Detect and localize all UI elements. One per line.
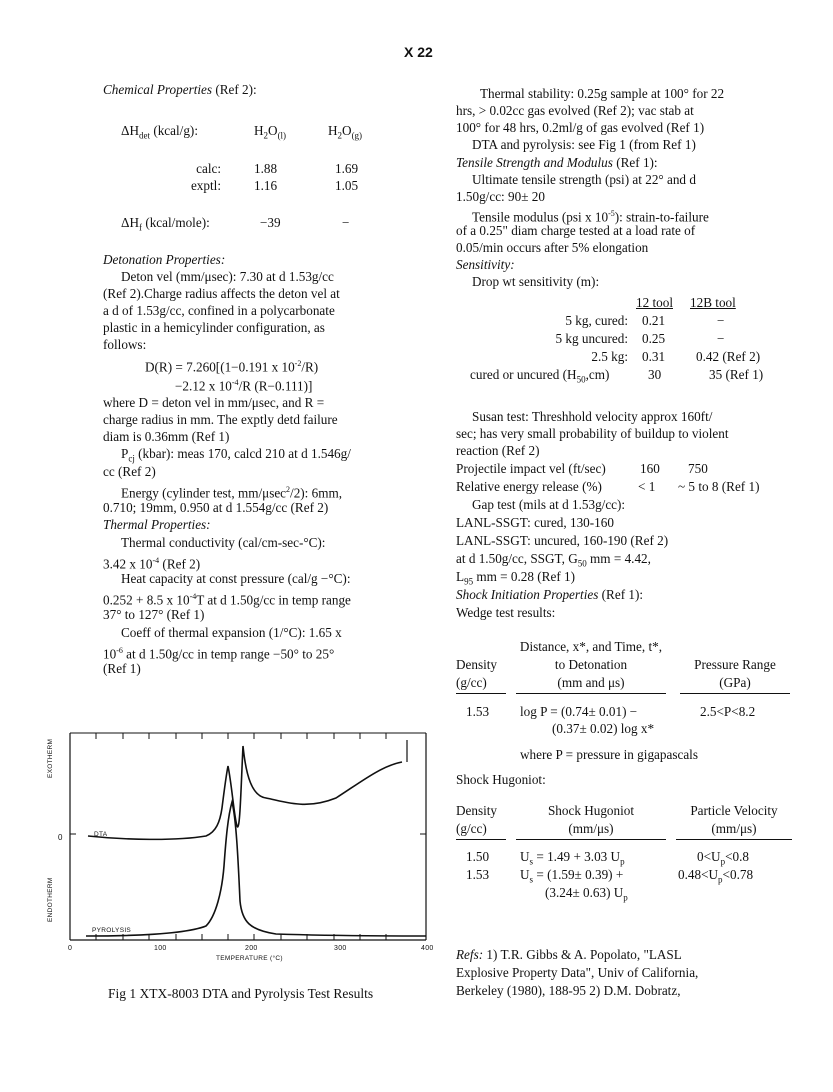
thermal-heading: Thermal Properties: [103,517,211,532]
calc-value-gas: 1.69 [335,161,359,176]
energy-line-2: 0.710; 19mm, 0.950 at d 1.554g/cc (Ref 2) [103,500,329,515]
gap-line: LANL-SSGT: uncured, 160-190 (Ref 2) [456,533,669,548]
pyrolysis-curve [86,802,426,936]
thermal-expansion-value: $10^{-6}$ at d 1.50g/cc in temp range −50° to 25° [103,646,335,662]
tensile-line: 1.50g/cc: 90± 20 [456,189,545,204]
hugoniot-equation: $U_s = (1.59\pm 0.39)$ + [520,867,624,885]
figure-caption: Fig 1 XTX-8003 DTA and Pyrolysis Test Results [108,986,374,1001]
col-h2o-gas: $H_2O_{(g)}$ [328,123,363,141]
sensitivity-heading: Sensitivity: [456,257,515,272]
dta-pyrolysis-figure [47,726,456,962]
heat-capacity-value: 0.252 + 8.5 x $10^{-4}T$ at d 1.50g/cc in temp range [103,592,351,608]
x-tick-label: 300 [334,945,347,952]
detonation-line: Deton vel (mm/μsec): 7.30 at d 1.53g/cc [121,269,334,284]
drop-weight-label: Drop wt sensitivity (m): [472,274,600,289]
wedge-note: where P = pressure in gigapascals [520,747,698,762]
thermal-expansion-ref: (Ref 1) [103,661,141,676]
sensitivity-row-v1: 0.31 [642,349,666,364]
detonation-heading: Detonation Properties: [103,252,226,267]
projectile-label: Projectile impact vel (ft/sec) [456,461,606,476]
chemical-heading: Chemical Properties (Ref 2): [103,82,257,97]
susan-line: sec; has very small probability of buildup to violent [456,426,729,441]
detonation-line: plastic in a hemicylinder configuration, as [103,320,325,335]
sensitivity-row-label: 5 kg, cured: [565,313,628,328]
sensitivity-row-v2: 0.42 (Ref 2) [696,349,761,364]
wedge-header-pressure-unit: (GPa) [719,675,751,690]
tensile-modulus-line: Tensile modulus (psi x $10^{-5}$): strain-to-failure [472,209,709,225]
refs-line-2: Explosive Property Data", Univ of California, [456,965,699,980]
wedge-header-density-unit: (g/cc) [456,675,487,690]
thermal-conductivity: Thermal conductivity (cal/cm-sec-°C): [121,535,326,550]
tensile-line: Ultimate tensile strength (psi) at 22° and d [472,172,696,187]
col-12-tool: 12 tool [636,295,673,310]
pcj-line-2: cc (Ref 2) [103,464,156,479]
hugoniot-rule [676,839,792,840]
y-label-endotherm: ENDOTHERM [47,877,54,922]
exptl-value-liquid: 1.16 [254,178,278,193]
gap-line: LANL-SSGT: cured, 130-160 [456,515,614,530]
stability-line: hrs, > 0.02cc gas evolved (Ref 2); vac stab at [456,103,694,118]
top-ticks [96,733,386,739]
heat-capacity: Heat capacity at const pressure (cal/g −°C): [121,571,351,586]
sensitivity-row-v1: 30 [648,367,662,382]
exptl-label: exptl: [190,178,221,193]
hugoniot-header-hugoniot: Shock Hugoniot [547,803,635,818]
hugoniot-header-density: Density [456,803,498,818]
pcj-line: $P_{cj}$ (kbar): meas 170, calcd 210 at d 1.546g/ [121,446,351,464]
energy-release-value-1: < 1 [638,479,656,494]
hugoniot-rule [516,839,666,840]
energy-release-value-2: ~ 5 to 8 (Ref 1) [678,479,760,494]
wedge-rule [456,693,506,694]
wedge-formula: log P = (0.74± 0.01) − [520,704,638,719]
dta-curve [88,746,402,839]
gap-line-g50: at d 1.50g/cc, SSGT, $G_{50}$ mm = 4.42, [456,551,651,569]
wedge-rule [516,693,666,694]
x-axis-label: TEMPERATURE (°C) [216,955,283,962]
stability-line: DTA and pyrolysis: see Fig 1 (from Ref 1) [472,137,696,152]
col-12b-tool: 12B tool [690,295,736,310]
detonation-line: where D = deton vel in mm/μsec, and R = [103,395,325,410]
x-tick-label: 100 [154,945,167,952]
sensitivity-row-v1: 0.21 [642,313,666,328]
thermal-conductivity-value: 3.42 x $10^{-4}$ (Ref 2) [103,556,201,572]
hugoniot-range: $0.48<U_p<0.78$ [678,867,754,885]
susan-line: Susan test: Threshhold velocity approx 160ft/ [472,409,713,424]
calc-label: calc: [196,161,221,176]
wedge-header-distance: Distance, x*, and Time, t*, [519,639,663,654]
wedge-label: Wedge test results: [456,605,556,620]
col-h2o-liquid: $H_2O_{(l)}$ [254,123,287,141]
hugoniot-header-particle-unit: (mm/μs) [711,821,757,836]
shock-initiation-heading: Shock Initiation Properties (Ref 1): [456,587,644,602]
sensitivity-row-label: cured or uncured $(H_{50},cm)$ [470,367,610,385]
sensitivity-row-label: 5 kg uncured: [555,331,628,346]
sensitivity-row-v2: − [717,313,725,328]
energy-line-1: Energy (cylinder test, mm/μsec$^2$/2): 6mm, [121,485,343,501]
sensitivity-row-label: 2.5 kg: [591,349,628,364]
stability-line: Thermal stability: 0.25g sample at 100° for 22 [480,86,725,101]
calc-value-liquid: 1.88 [254,161,278,176]
projectile-value-1: 160 [640,461,660,476]
susan-line: reaction (Ref 2) [456,443,540,458]
refs-line-1: Refs: 1) T.R. Gibbs & A. Popolato, "LASL [456,947,682,962]
tensile-heading: Tensile Strength and Modulus (Ref 1): [456,155,658,170]
x-tick-label: 200 [245,945,258,952]
hugoniot-equation: (3.24± 0.63) $U_p$ [545,885,628,903]
hugoniot-header-hugoniot-unit: (mm/μs) [568,821,614,836]
gap-line: Gap test (mils at d 1.53g/cc): [472,497,626,512]
dhf-value-gas: − [342,215,350,230]
hugoniot-equation: $U_s = 1.49 + 3.03$ $U_p$ [520,849,625,867]
thermal-expansion: Coeff of thermal expansion (1/°C): 1.65 x [121,625,342,640]
wedge-header-density: Density [456,657,498,672]
page-header: X 22 [404,44,433,60]
dhf-label: $\Delta H_f$ (kcal/mole): [121,215,210,233]
stability-line: 100° for 48 hrs, 0.2ml/g of gas evolved (Ref 1) [456,120,705,135]
x-tick-label: 0 [68,945,73,952]
dhf-value-liquid: −39 [260,215,281,230]
sensitivity-row-v1: 0.25 [642,331,666,346]
detonation-line: charge radius in mm. The exptly detd failure [103,412,338,427]
wedge-header-pressure: Pressure Range [694,657,776,672]
wedge-density: 1.53 [466,704,490,719]
detonation-line: diam is 0.36mm (Ref 1) [103,429,230,444]
wedge-pressure-range: 2.5<P<8.2 [700,704,756,719]
hugoniot-heading: Shock Hugoniot: [456,772,546,787]
wedge-formula: (0.37± 0.02) log x* [552,721,655,736]
sensitivity-row-v2: 35 (Ref 1) [709,367,764,382]
detonation-line: follows: [103,337,147,352]
x-tick-label: 400 [421,945,434,952]
hugoniot-header-particle: Particle Velocity [690,803,778,818]
detonation-equation-2: −2.12 x $10^{-4}/R$ (R−0.111)] [175,378,313,394]
wedge-rule [680,693,790,694]
exptl-value-gas: 1.05 [335,178,359,193]
projectile-value-2: 750 [688,461,708,476]
hugoniot-rule [456,839,506,840]
energy-release-label: Relative energy release (%) [456,479,602,494]
refs-line-3: Berkeley (1980), 188-95 2) D.M. Dobratz, [456,983,681,998]
hugoniot-density: 1.50 [466,849,490,864]
dta-label: DTA [94,831,108,838]
detonation-equation-1: D(R) = 7.260[(1−0.191 x $10^{-2}/R$) [145,359,319,375]
dh-det-label: $\Delta H_{det}$ (kcal/g): [121,123,198,141]
sensitivity-row-v2: − [717,331,725,346]
tensile-line: of a 0.25" diam charge tested at a load rate of [456,223,696,238]
detonation-line: (Ref 2).Charge radius affects the deton vel at [103,286,340,301]
heat-capacity-range: 37° to 127° (Ref 1) [103,607,205,622]
wedge-header-distance: to Detonation [554,657,628,672]
gap-line-l95: $L_{95}$ mm = 0.28 (Ref 1) [456,569,575,587]
hugoniot-header-density-unit: (g/cc) [456,821,487,836]
tensile-line: 0.05/min occurs after 5% elongation [456,240,649,255]
hugoniot-density: 1.53 [466,867,490,882]
detonation-line: a d of 1.53g/cc, confined in a polycarbonate [103,303,335,318]
zero-label: 0 [58,833,63,842]
wedge-header-distance: (mm and μs) [557,675,625,690]
y-label-exotherm: EXOTHERM [47,738,54,778]
hugoniot-range: $0<U_p<0.8$ [697,849,749,867]
pyrolysis-label: PYROLYSIS [92,927,132,934]
